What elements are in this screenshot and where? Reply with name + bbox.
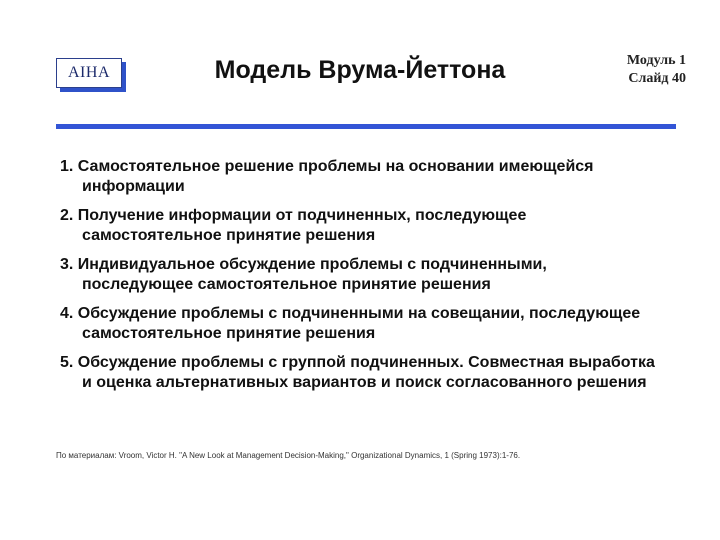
list-item: 3. Индивидуальное обсуждение проблемы с подчиненными, последующее самостоятельное принятие решения bbox=[60, 256, 547, 293]
slide-title: Модель Врума-Йеттона bbox=[214, 56, 506, 84]
list-item: 2. Получение информации от подчиненных, последующее самостоятельное принятие решения bbox=[60, 207, 527, 244]
header-divider bbox=[56, 124, 676, 129]
aiha-logo: AIHA bbox=[56, 58, 122, 88]
slide-number-label: Слайд 40 bbox=[628, 71, 686, 86]
list-item: 5. Обсуждение проблемы с группой подчиненных. Совместная выработка и оценка альтернативных вариантов и поиск согласованного решения bbox=[60, 354, 655, 391]
slide-reference bbox=[596, 52, 686, 88]
source-citation: По материалам: Vroom, Victor H. "A New Look at Management Decision-Making," Organizational Dynamics, 1 (Spring 1973):1-76. bbox=[56, 451, 521, 460]
decision-model-list bbox=[60, 157, 660, 402]
module-label: Модуль 1 bbox=[626, 53, 686, 68]
list-item: 4. Обсуждение проблемы с подчиненными на совещании, последующее самостоятельное принятие решения bbox=[60, 305, 641, 342]
list-item: 1. Самостоятельное решение проблемы на основании имеющейся информации bbox=[60, 158, 594, 195]
